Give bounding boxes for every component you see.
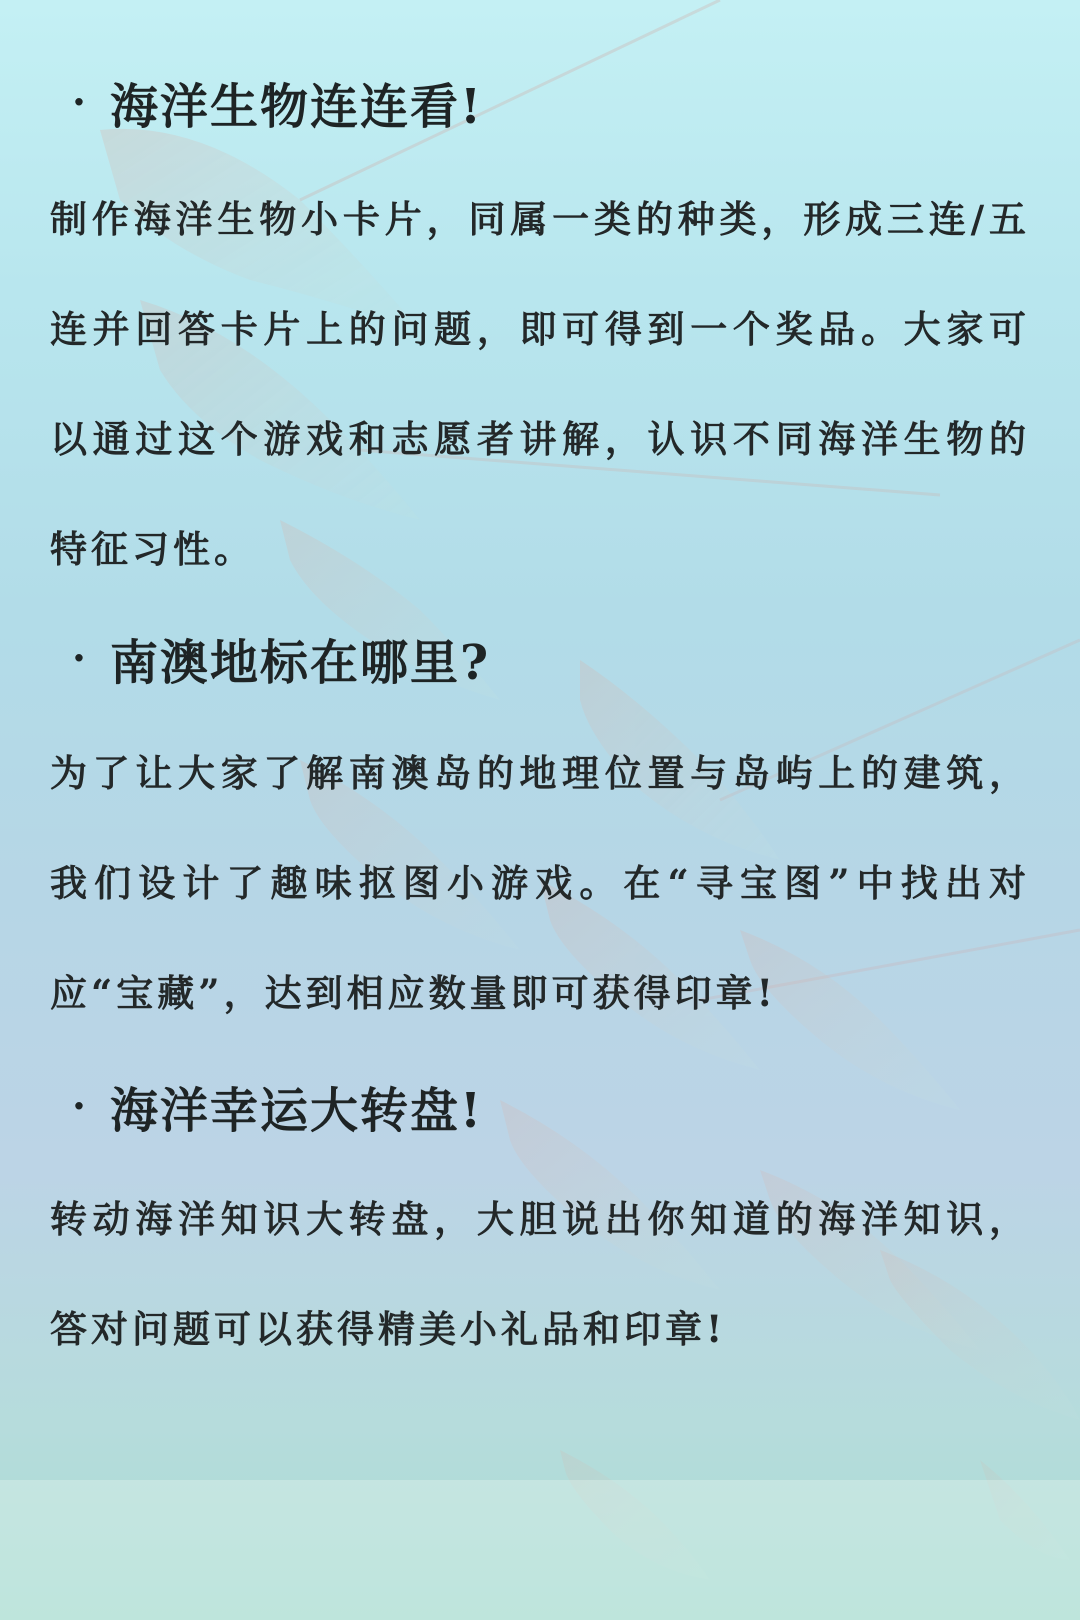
bullet-icon: · [72,78,88,126]
section-title-link-game [50,52,1030,152]
section-title-text: 海洋幸运大转盘! [110,1082,484,1139]
section-body-landmark-game: 为了让大家了解南澳岛的地理位置与岛屿上的建筑，我们设计了趣味抠图小游戏。在“寻宝图”中找出对应“宝藏”，达到相应数量即可获得印章! [50,751,1030,1015]
section-title-landmark-game [50,608,1030,708]
bullet-icon: · [72,1082,88,1130]
section-title-text: 海洋生物连连看! [110,78,484,135]
section-title-text: 南澳地标在哪里? [110,634,491,691]
content-area [50,52,1030,1384]
section-title-wheel-game [50,1056,1030,1156]
section-body-wheel-game: 转动海洋知识大转盘，大胆说出你知道的海洋知识，答对问题可以获得精美小礼品和印章! [50,1197,1030,1351]
bullet-icon: · [72,634,88,682]
section-body-link-game: 制作海洋生物小卡片，同属一类的种类，形成三连/五连并回答卡片上的问题，即可得到一个奖品。大家可以通过这个游戏和志愿者讲解，认识不同海洋生物的特征习性。 [50,197,1030,571]
